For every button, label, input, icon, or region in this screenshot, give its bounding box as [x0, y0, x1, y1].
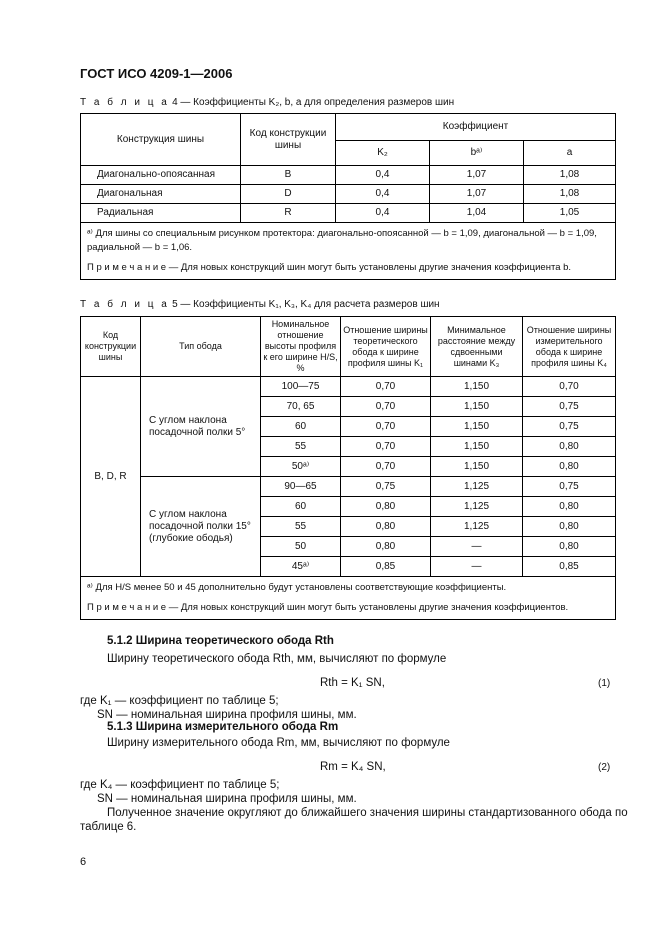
where-k4: где K₄ — коэффициент по таблице 5; — [80, 779, 280, 791]
t5-cell: 90—65 — [261, 477, 341, 497]
table-row — [81, 204, 616, 223]
t5-cell: 0,70 — [341, 397, 431, 417]
t5-cell: 0,75 — [523, 397, 616, 417]
page-number: 6 — [80, 856, 87, 868]
t5-header: Отношение ширины теоретического обода к ширине профиля шины K₁ — [341, 317, 431, 377]
t4-cell: Радиальная — [81, 204, 241, 223]
document-header: ГОСТ ИСО 4209-1—2006 — [80, 66, 233, 81]
table-4 — [80, 113, 616, 280]
t5-cell: 0,75 — [523, 417, 616, 437]
t4-cell: R — [241, 204, 336, 223]
t5-cell: 0,85 — [341, 557, 431, 577]
t5-cell: 45ᵃ⁾ — [261, 557, 341, 577]
t5-header: Отношение ширины измерительного обода к ширине профиля шины K₄ — [523, 317, 616, 377]
t5-header: Минимальное расстояние между сдвоенными шинами K₃ — [431, 317, 523, 377]
section-513-title: 5.1.3 Ширина измерительного обода Rm — [107, 721, 339, 733]
table4-caption-label: Т а б л и ц а — [80, 97, 170, 108]
formula-1-number: (1) — [598, 678, 611, 689]
t5-cell: 55 — [261, 437, 341, 457]
t4-cell: D — [241, 185, 336, 204]
t4-cell: 1,07 — [430, 185, 524, 204]
t5-group-15deg: С углом наклона посадочной полки 15° (глубокие ободья) — [141, 477, 261, 577]
section-513-text: Ширину измерительного обода Rm, мм, вычисляют по формуле — [107, 737, 450, 749]
t5-cell: 0,70 — [341, 437, 431, 457]
t5-cell: 55 — [261, 517, 341, 537]
t5-cell: 100—75 — [261, 377, 341, 397]
table4-caption-text: 4 — Коэффициенты K₂, b, a для определения размеров шин — [172, 97, 455, 108]
t5-cell: 1,150 — [431, 457, 523, 477]
t5-note: П р и м е ч а н и е — Для новых конструкций шин могут быть установлены другие значения коэффициентов. — [87, 602, 569, 613]
t5-cell: 0,80 — [523, 517, 616, 537]
where-sn-1: SN — номинальная ширина профиля шины, мм. — [97, 709, 357, 721]
t4-cell: Диагональная — [81, 185, 241, 204]
t4-header-code: Код конструкции шины — [241, 114, 336, 166]
t5-cell: 0,80 — [341, 497, 431, 517]
t5-cell: 70, 65 — [261, 397, 341, 417]
where-sn-2: SN — номинальная ширина профиля шины, мм. — [97, 793, 357, 805]
t4-cell: 0,4 — [336, 204, 430, 223]
t5-cell: 1,150 — [431, 417, 523, 437]
t4-cell: 1,07 — [430, 166, 524, 185]
where-k1: где K₁ — коэффициент по таблице 5; — [80, 695, 279, 707]
t5-cell: 0,80 — [523, 437, 616, 457]
t5-cell: 50 — [261, 537, 341, 557]
t5-cell: 0,70 — [341, 377, 431, 397]
rounding-paragraph: Полученное значение округляют до ближайшего значения ширины стандартизованного обода по — [107, 807, 628, 819]
t4-cell: Диагонально-опоясанная — [81, 166, 241, 185]
table-row — [81, 477, 616, 497]
t5-cell: 1,150 — [431, 397, 523, 417]
t5-group-5deg: С углом наклона посадочной полки 5° — [141, 377, 261, 477]
t5-cell: 0,70 — [523, 377, 616, 397]
t4-cell: 1,08 — [524, 166, 616, 185]
t5-cell: 1,150 — [431, 437, 523, 457]
t5-footnote: ᵃ⁾ Для H/S менее 50 и 45 дополнительно будут установлены соответствующие коэффициенты. — [87, 582, 507, 593]
t5-cell: 0,80 — [523, 497, 616, 517]
section-512-title: 5.1.2 Ширина теоретического обода Rth — [107, 635, 334, 647]
t5-cell: 1,125 — [431, 497, 523, 517]
t4-footnotes — [81, 223, 616, 280]
table5-caption-label: Т а б л и ц а — [80, 299, 170, 310]
table5-caption-text: 5 — Коэффициенты K₁, K₃, K₄ для расчета размеров шин — [172, 299, 440, 310]
table5-caption — [80, 299, 440, 310]
t5-cell: 0,80 — [523, 537, 616, 557]
t4-cell: 0,4 — [336, 185, 430, 204]
formula-1: Rth = K₁ SN, — [320, 677, 385, 689]
t4-cell: B — [241, 166, 336, 185]
table4-caption — [80, 97, 454, 108]
t5-footnotes — [81, 577, 616, 620]
t5-cell: 1,150 — [431, 377, 523, 397]
t5-code: B, D, R — [81, 377, 141, 577]
t4-header-coef: Коэффициент — [336, 114, 616, 141]
t4-sub-k2: K₂ — [336, 141, 430, 166]
t4-cell: 0,4 — [336, 166, 430, 185]
t5-cell: 0,80 — [341, 537, 431, 557]
table-row — [81, 377, 616, 397]
formula-2-number: (2) — [598, 762, 611, 773]
t5-header: Тип обода — [141, 317, 261, 377]
t5-cell: 0,70 — [341, 417, 431, 437]
t4-sub-a: a — [524, 141, 616, 166]
table-5 — [80, 316, 616, 620]
t5-cell: 1,125 — [431, 517, 523, 537]
t5-cell: 0,75 — [523, 477, 616, 497]
t5-cell: 0,80 — [341, 517, 431, 537]
t5-header: Номинальное отношение высоты профиля к его ширине H/S, % — [261, 317, 341, 377]
t5-cell: 60 — [261, 497, 341, 517]
t5-cell: 0,80 — [523, 457, 616, 477]
section-512-text: Ширину теоретического обода Rth, мм, вычисляют по формуле — [107, 653, 447, 665]
t5-cell: — — [431, 557, 523, 577]
t5-header: Код конструкции шины — [81, 317, 141, 377]
t5-cell: 60 — [261, 417, 341, 437]
t5-cell: — — [431, 537, 523, 557]
t4-footnote: ᵃ⁾ Для шины со специальным рисунком протектора: диагонально-опоясанной — b = 1,09, диагональной — b = 1,09, радиальной — b = 1,06. — [87, 228, 597, 253]
rounding-paragraph-cont: таблице 6. — [80, 821, 137, 833]
t5-cell: 0,75 — [341, 477, 431, 497]
t4-cell: 1,04 — [430, 204, 524, 223]
t5-cell: 0,70 — [341, 457, 431, 477]
t5-cell: 50ᵃ⁾ — [261, 457, 341, 477]
t4-cell: 1,05 — [524, 204, 616, 223]
table-row — [81, 166, 616, 185]
table-row — [81, 185, 616, 204]
t4-header-construction: Конструкция шины — [81, 114, 241, 166]
t4-cell: 1,08 — [524, 185, 616, 204]
formula-2: Rm = K₄ SN, — [320, 761, 386, 773]
t4-note: П р и м е ч а н и е — Для новых конструкций шин могут быть установлены другие значения коэффициента b. — [87, 262, 572, 273]
t5-cell: 0,85 — [523, 557, 616, 577]
t4-sub-b: bᵃ⁾ — [430, 141, 524, 166]
t5-cell: 1,125 — [431, 477, 523, 497]
